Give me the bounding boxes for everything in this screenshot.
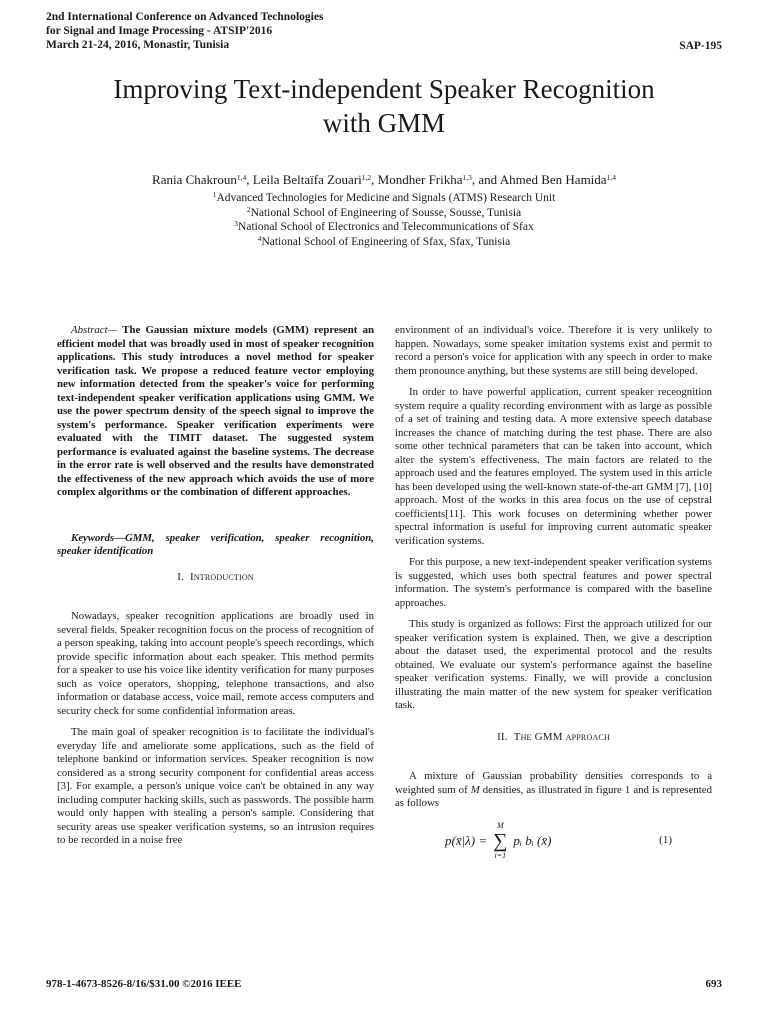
affiliation: $^1$Advanced Technologies for Medicine and Signals (ATMS) Research Unit [212, 190, 556, 204]
body-paragraph: This study is organized as follows: First the approach utilized for our speaker verification system is explained. Then, we give a description about the dataset used, the experimental protocol and the results obtained. We evaluate our system's performance against the baseline speaker verification systems. Finally, we will provide a conclusion illustrating the main matter of the new system for speaker verification task. [395, 618, 712, 711]
page-number: 693 [705, 978, 722, 990]
title-line-2: with GMM [322, 108, 446, 138]
author: Mondher Frikha$^{1,3}$, and [377, 172, 500, 187]
author-list [40, 172, 728, 188]
conference-line-3: March 21-24, 2016, Monastir, Tunisia [46, 39, 230, 51]
body-paragraph: environment of an individual's voice. Therefore it is very unlikely to happen. Nowadays, some speaker imitation systems exist and permit to record a person's voice for application with any speech in order to make them pronounce anything, but these systems are still being developed. [395, 324, 712, 377]
keywords-text: GMM, speaker verification, speaker recognition, speaker identification [57, 531, 374, 557]
paper-title [40, 72, 728, 140]
conference-line-2: for Signal and Image Processing - ATSIP'2016 [46, 25, 273, 37]
abstract-lead: Abstract— [71, 324, 118, 336]
equation-number: (1) [659, 833, 672, 846]
left-column [57, 324, 374, 856]
conference-line-1: 2nd International Conference on Advanced Technologies [46, 11, 324, 23]
summation-symbol: M ∑ i=1 [493, 820, 508, 860]
abstract-text: The Gaussian mixture models (GMM) represent an efficient model that was broadly used in most of speaker recognition applications. This study introduces a novel method for speaker verification task. We propose a reduced feature vector employing new information detected from the speaker's voice for performing text-independent speaker verification applications using GMM. We use the power spectrum density of the speech signal to improve the system's performance. Speaker verification experiments were evaluated with the TIMIT dataset. The suggested system performance is evaluated against the baseline systems. The decrease in the error rate is well observed and the results have demonstrated the effectiveness of the new approach which avoids the use of more complex algorithms or the combination of different approaches. [57, 324, 374, 498]
conference-header [46, 10, 323, 52]
affiliation-list [40, 191, 728, 249]
gmm-paragraph: A mixture of Gaussian probability densities corresponds to a weighted sum of M densities, as illustrated in figure 1 and is represented as follows [395, 770, 712, 809]
body-paragraph: In order to have powerful application, current speaker receognition system require a quality recording environment with as large as possible of a set of training and testing data. A more extensive speech database increases the chance of matching during the test phase. There are also some other technical parameters that can be taken into account, which alter the system's effectiveness. The main factors are related to the approach used and the features employed. The system used in this article has been developed using the well-known state-of-the-art GMM [7], [10] approach. Most of the works in this area focus on the use of cepstral coefficients[11]. This work focuses on determining whether power spectral information is useful for improving current automatic speaker verification systems. [395, 386, 712, 547]
equation-rhs: pᵢ bᵢ (x̄) [513, 832, 552, 848]
equation-body [445, 821, 551, 861]
equation-lhs: p(x̄|λ) = [445, 832, 488, 848]
equation-1 [395, 821, 712, 861]
affiliation: $^2$National School of Engineering of Sousse, Sousse, Tunisia [246, 204, 522, 219]
affiliation: $^4$National School of Engineering of Sfax, Sfax, Tunisia [257, 233, 511, 248]
body-paragraph: For this purpose, a new text-independent speaker verification systems is suggested, which uses both spectral features and power spectral information. The system's performance is compared with the baseline approaches. [395, 556, 712, 609]
author: Leila Beltaïfa Zouari$^{1,2}$, [252, 172, 378, 187]
intro-paragraph: The main goal of speaker recognition is to facilitate the individual's everyday life and ameliorate some applications, such as the field of telephone bankind or information services. Speaker recognition is now considered as a strong security component for confidential areas access [3]. For example, a person's unique voice can't be obtained in any way including computer hacking skills, such as passwords. The possible harm would only happen with stealing a person's sample. Considering that security areas use speaker verification systems, so an intrusion requires to be recorded in a noise free [57, 726, 374, 846]
author: Ahmed Ben Hamida$^{1,4}$ [499, 172, 616, 187]
right-column [395, 324, 712, 861]
intro-paragraph: Nowadays, speaker recognition applications are broadly used in several fields. Speaker recognition focus on the process of recognition of a person speaking, taking into account people's speech recordings, which provide specific information about each speaker. This method permits for a speaker to use his voice like identity verification for many purposes such as voice operators, shopping, telephone transactions, and also information or database access, voice mail, remote access computers and security check for some confidential information areas. [57, 610, 374, 717]
keywords [57, 532, 374, 559]
section-heading-gmm: II. The GMM approach [497, 730, 610, 743]
title-line-1: Improving Text-independent Speaker Recognition [113, 74, 655, 104]
author: Rania Chakroun$^{1,4}$, [152, 172, 253, 187]
affiliation: $^3$National School of Electronics and Telecommunications of Sfax [234, 219, 534, 234]
abstract [57, 324, 374, 500]
section-heading-introduction: I. Introduction [177, 570, 254, 583]
paper-id: SAP-195 [679, 40, 722, 52]
keywords-lead: Keywords— [71, 531, 125, 544]
footer-isbn: 978-1-4673-8526-8/16/$31.00 ©2016 IEEE [46, 978, 242, 990]
